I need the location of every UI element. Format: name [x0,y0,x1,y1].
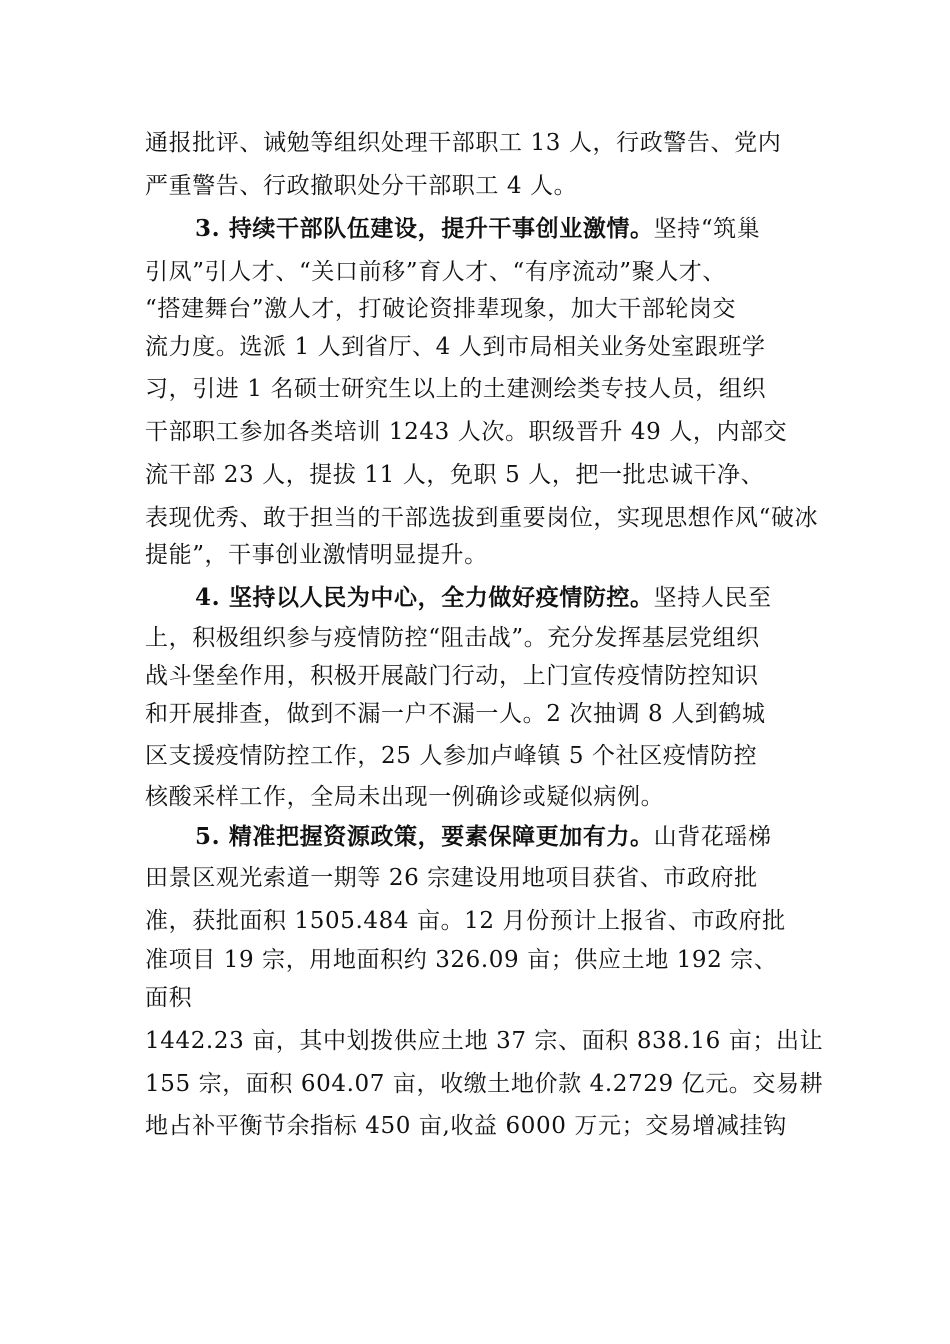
text-line-19 [145,863,758,893]
line-text: 155 宗，面积 604.07 亩，收缴土地价款 4.2729 亿元。交易耕 [145,1071,824,1097]
line-text: 坚持人民至 [653,585,772,611]
line-text: “搭建舞台”激人才，打破论资排辈现象，加大干部轮岗交 [145,296,737,322]
text-line-24 [145,1069,823,1099]
line-text: 田景区观光索道一期等 26 宗建设用地项目获省、市政府批 [145,865,758,891]
text-line-10 [145,503,818,533]
text-line-25 [145,1111,787,1141]
line-text: 严重警告、行政撤职处分干部职工 4 人。 [145,173,578,199]
text-line-15 [145,699,766,729]
text-line-8 [145,417,787,447]
section-heading: 4. 坚持以人民为中心，全力做好疫情防控。 [195,584,654,611]
line-text: 干部职工参加各类培训 1243 人次。职级晋升 49 人，内部交 [145,419,788,445]
line-text: 1442.23 亩，其中划拨供应土地 37 宗、面积 838.16 亩；出让 [145,1028,824,1054]
line-text: 上，积极组织参与疫情防控“阻击战”。充分发挥基层党组织 [145,625,760,651]
line-text: 区支援疫情防控工作，25 人参加卢峰镇 5 个社区疫情防控 [145,743,758,769]
line-text: 地占补平衡节余指标 450 亩,收益 6000 万元；交易增减挂钩 [145,1113,787,1139]
line-text: 提能”，干事创业激情明显提升。 [145,542,488,568]
section-heading: 5. 精准把握资源政策，要素保障更加有力。 [195,823,654,850]
line-text: 战斗堡垒作用，积极开展敲门行动，上门宣传疫情防控知识 [145,663,759,689]
line-text: 核酸采样工作，全局未出现一例确诊或疑似病例。 [145,784,665,810]
text-line-6 [145,332,766,362]
line-text: 坚持“筑巢 [653,216,761,242]
text-line-9 [145,460,764,490]
section-4-heading-line [195,583,772,613]
text-line-4 [145,257,726,287]
text-line-2 [145,171,577,201]
section-heading: 3. 持续干部队伍建设，提升干事创业激情。 [195,215,654,242]
line-text: 通报批评、诫勉等组织处理干部职工 13 人，行政警告、党内 [145,130,782,156]
line-text: 表现优秀、敢于担当的干部选拔到重要岗位，实现思想作风“破冰 [145,505,819,531]
line-text: 引凤”引人才、“关口前移”育人才、“有序流动”聚人才、 [145,259,726,285]
text-line-17 [145,782,664,812]
section-5-heading-line [195,822,772,852]
line-text: 和开展排查，做到不漏一户不漏一人。2 次抽调 8 人到鹤城 [145,701,766,727]
text-line-23 [145,1026,823,1056]
line-text: 准项目 19 宗，用地面积约 326.09 亩；供应土地 192 宗、 [145,947,778,973]
section-3-heading-line [195,214,760,244]
line-text: 准，获批面积 1505.484 亩。12 月份预计上报省、市政府批 [145,908,786,934]
line-text: 面积 [145,985,193,1011]
line-text: 习，引进 1 名硕士研究生以上的土建测绘类专技人员，组织 [145,376,767,402]
text-line-16 [145,741,757,771]
text-line-14 [145,661,759,691]
text-line-21 [145,945,778,975]
text-line-20 [145,906,786,936]
text-line-11 [145,540,488,570]
line-text: 流力度。选派 1 人到省厅、4 人到市局相关业务处室跟班学 [145,334,766,360]
text-line-7 [145,374,766,404]
text-line-22 [145,983,192,1013]
line-text: 山背花瑶梯 [653,824,772,850]
text-line-13 [145,623,760,653]
line-text: 流干部 23 人，提拔 11 人，免职 5 人，把一批忠诚干净、 [145,462,765,488]
text-line-5 [145,294,736,324]
text-line-1 [145,128,781,158]
